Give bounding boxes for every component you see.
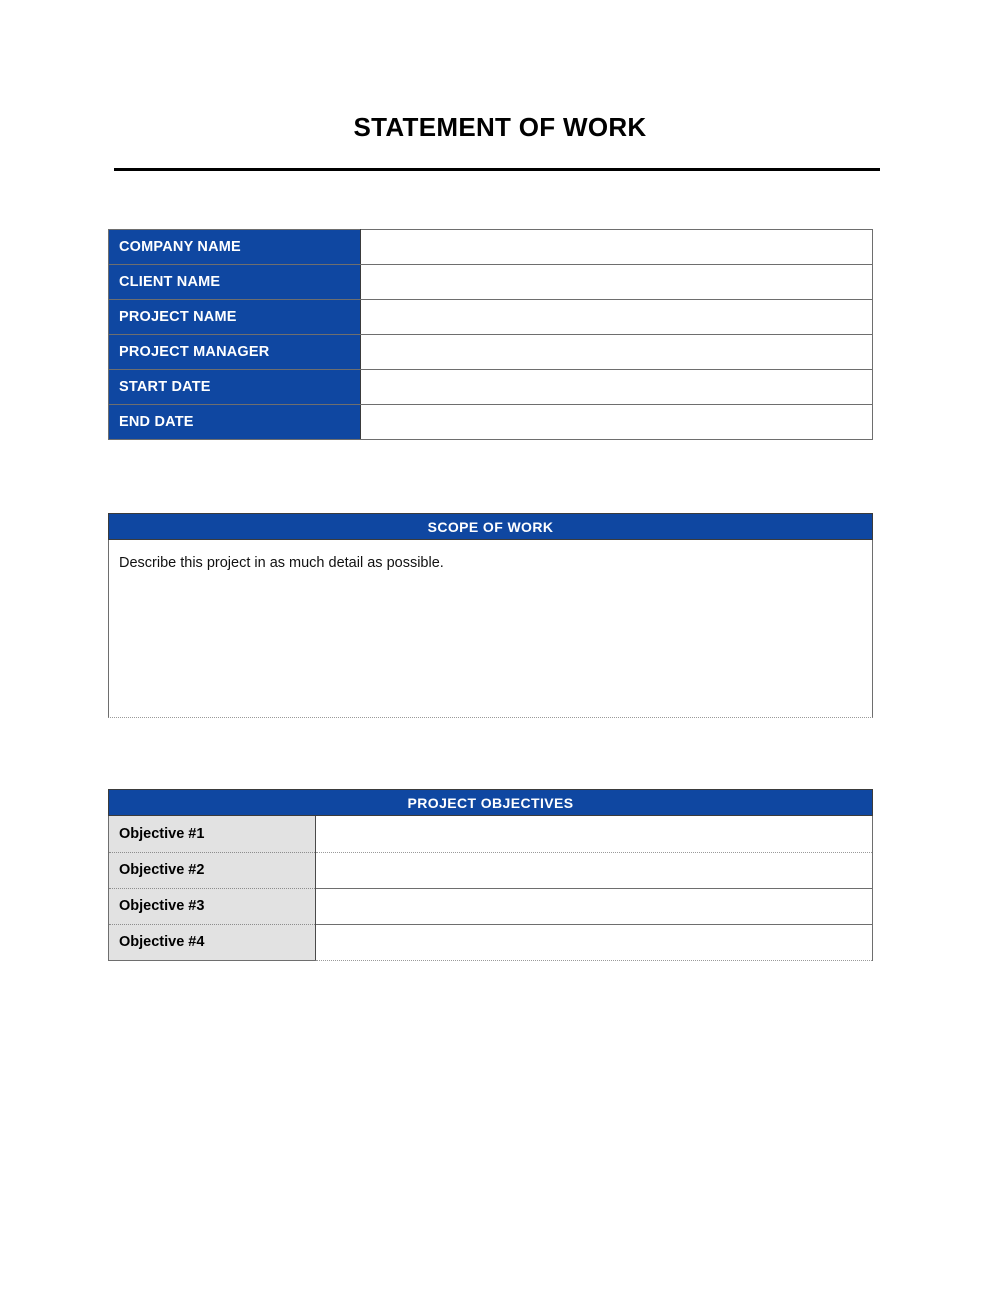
objective-field-2[interactable] bbox=[316, 852, 873, 888]
info-field-company-name[interactable] bbox=[361, 230, 873, 265]
scope-of-work-heading: SCOPE OF WORK bbox=[108, 513, 873, 540]
table-row bbox=[109, 265, 873, 300]
table-row bbox=[109, 924, 873, 960]
project-objectives-table bbox=[108, 816, 873, 961]
project-objectives-section bbox=[108, 789, 873, 961]
objective-label-3: Objective #3 bbox=[109, 888, 316, 924]
objective-label-1: Objective #1 bbox=[109, 816, 316, 852]
objective-label-2: Objective #2 bbox=[109, 852, 316, 888]
title-divider bbox=[114, 168, 880, 171]
table-row bbox=[109, 405, 873, 440]
info-label-end-date: END DATE bbox=[109, 405, 361, 440]
project-info-table bbox=[108, 229, 873, 440]
info-label-company-name: COMPANY NAME bbox=[109, 230, 361, 265]
table-row bbox=[109, 335, 873, 370]
table-row bbox=[109, 816, 873, 852]
objective-field-1[interactable] bbox=[316, 816, 873, 852]
objective-field-4[interactable] bbox=[316, 924, 873, 960]
info-field-project-name[interactable] bbox=[361, 300, 873, 335]
info-label-project-manager: PROJECT MANAGER bbox=[109, 335, 361, 370]
scope-of-work-section bbox=[108, 513, 873, 718]
scope-of-work-field[interactable]: Describe this project in as much detail as possible. bbox=[108, 540, 873, 718]
info-label-project-name: PROJECT NAME bbox=[109, 300, 361, 335]
info-field-project-manager[interactable] bbox=[361, 335, 873, 370]
info-label-client-name: CLIENT NAME bbox=[109, 265, 361, 300]
info-field-end-date[interactable] bbox=[361, 405, 873, 440]
info-field-client-name[interactable] bbox=[361, 265, 873, 300]
info-field-start-date[interactable] bbox=[361, 370, 873, 405]
objective-field-3[interactable] bbox=[316, 888, 873, 924]
table-row bbox=[109, 370, 873, 405]
objective-label-4: Objective #4 bbox=[109, 924, 316, 960]
table-row bbox=[109, 888, 873, 924]
table-row bbox=[109, 300, 873, 335]
table-row bbox=[109, 230, 873, 265]
project-objectives-heading: PROJECT OBJECTIVES bbox=[108, 789, 873, 816]
page-title: STATEMENT OF WORK bbox=[353, 112, 647, 142]
info-label-start-date: START DATE bbox=[109, 370, 361, 405]
table-row bbox=[109, 852, 873, 888]
